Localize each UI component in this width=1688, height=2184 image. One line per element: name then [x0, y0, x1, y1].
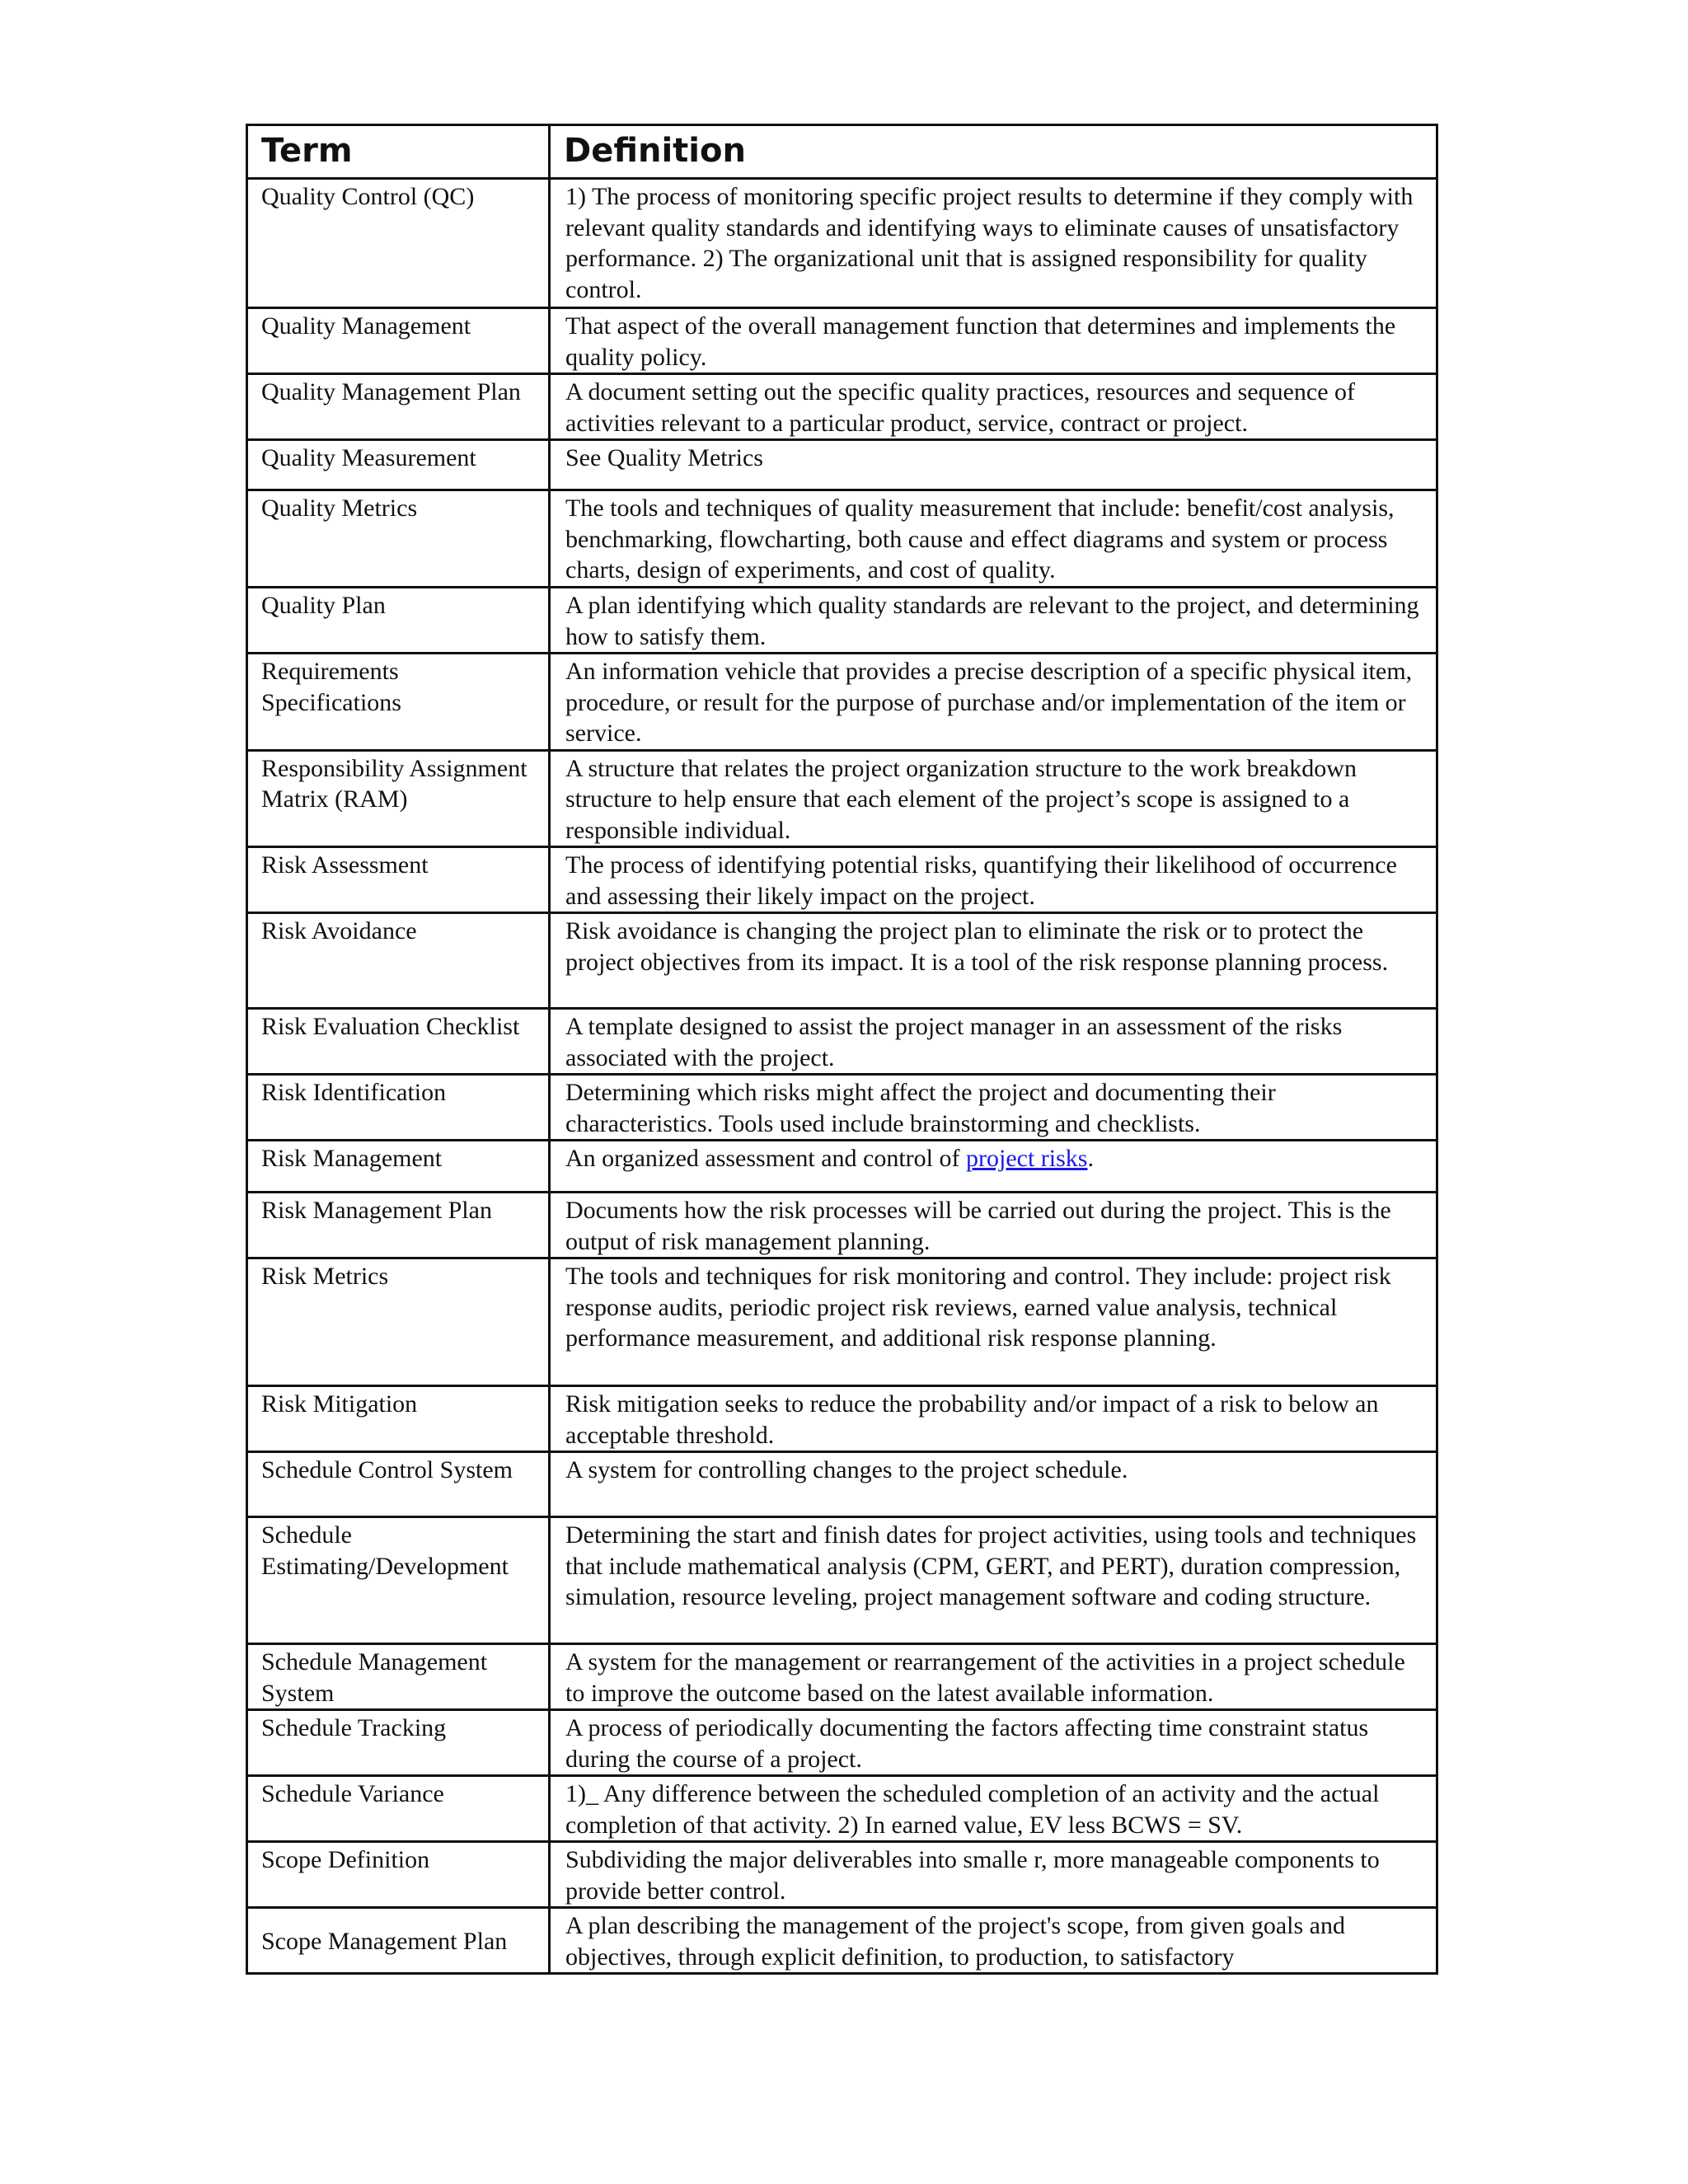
term-cell: Responsibility Assignment Matrix (RAM): [247, 750, 550, 847]
definition-cell: Documents how the risk processes will be carried out during the project. This is the output of risk management planning.: [550, 1193, 1437, 1258]
definition-cell: Risk mitigation seeks to reduce the probability and/or impact of a risk to below an acceptable threshold.: [550, 1386, 1437, 1452]
table-row: [247, 1009, 1437, 1075]
definition-cell: Subdividing the major deliverables into smalle r, more manageable components to provide better control.: [550, 1842, 1437, 1908]
definition-cell: Determining the start and finish dates for project activities, using tools and techniques that include mathematical analysis (CPM, GERT, and PERT), duration compression, simulation, resource leveling, project management software and coding structure.: [550, 1517, 1437, 1644]
table-row: [247, 1141, 1437, 1193]
definition-cell: That aspect of the overall management function that determines and implements the quality policy.: [550, 308, 1437, 374]
table-row: [247, 750, 1437, 847]
definition-cell: [550, 1141, 1437, 1193]
term-cell: Quality Control (QC): [247, 179, 550, 308]
term-cell: Risk Assessment: [247, 847, 550, 913]
definition-cell: The process of identifying potential risks, quantifying their likelihood of occurrence and assessing their likely impact on the project.: [550, 847, 1437, 913]
column-header-term: Term: [247, 125, 550, 179]
term-cell: Schedule Variance: [247, 1776, 550, 1842]
term-cell: Quality Management: [247, 308, 550, 374]
definition-cell: A process of periodically documenting the factors affecting time constraint status during the course of a project.: [550, 1710, 1437, 1776]
term-cell: Risk Identification: [247, 1075, 550, 1141]
term-cell: Scope Management Plan: [247, 1908, 550, 1974]
term-cell: Quality Metrics: [247, 490, 550, 588]
table-row: [247, 913, 1437, 1009]
definition-cell: A system for the management or rearrangement of the activities in a project schedule to improve the outcome based on the latest available information.: [550, 1644, 1437, 1710]
table-row: [247, 490, 1437, 588]
table-row: [247, 1908, 1437, 1974]
definition-cell: Determining which risks might affect the project and documenting their characteristics. Tools used include brainstorming and checklists.: [550, 1075, 1437, 1141]
table-row: [247, 440, 1437, 490]
definition-cell: A system for controlling changes to the project schedule.: [550, 1452, 1437, 1517]
definition-cell: 1)_ Any difference between the scheduled completion of an activity and the actual completion of that activity. 2) In earned value, EV less BCWS = SV.: [550, 1776, 1437, 1842]
table-row: [247, 1776, 1437, 1842]
definition-cell: An information vehicle that provides a precise description of a specific physical item, procedure, or result for the purpose of purchase and/or implementation of the item or service.: [550, 654, 1437, 751]
term-cell: Quality Management Plan: [247, 374, 550, 440]
table-row: [247, 847, 1437, 913]
table-row: [247, 374, 1437, 440]
definition-cell: Risk avoidance is changing the project plan to eliminate the risk or to protect the project objectives from its impact. It is a tool of the risk response planning process.: [550, 913, 1437, 1009]
term-cell: Risk Mitigation: [247, 1386, 550, 1452]
table-row: [247, 588, 1437, 654]
table-row: [247, 1644, 1437, 1710]
definition-text: An organized assessment and control of: [565, 1145, 966, 1172]
definition-suffix: .: [1087, 1145, 1094, 1172]
table-row: [247, 1517, 1437, 1644]
table-row: [247, 1452, 1437, 1517]
definition-cell: The tools and techniques of quality measurement that include: benefit/cost analysis, benchmarking, flowcharting, both cause and effect diagrams and system or process charts, design of experiments, and cost of quality.: [550, 490, 1437, 588]
definition-cell: 1) The process of monitoring specific project results to determine if they comply with relevant quality standards and identifying ways to eliminate causes of unsatisfactory performance. 2) The organizational unit that is assigned responsibility for quality control.: [550, 179, 1437, 308]
term-cell: Risk Metrics: [247, 1258, 550, 1386]
table-row: [247, 1842, 1437, 1908]
table-row: [247, 308, 1437, 374]
table-row: [247, 1386, 1437, 1452]
term-cell: Scope Definition: [247, 1842, 550, 1908]
definition-cell: The tools and techniques for risk monitoring and control. They include: project risk response audits, periodic project risk reviews, earned value analysis, technical performance measurement, and additional risk response planning.: [550, 1258, 1437, 1386]
term-cell: Schedule Estimating/Development: [247, 1517, 550, 1644]
table-row: [247, 1710, 1437, 1776]
column-header-definition: Definition: [550, 125, 1437, 179]
glossary-table: [246, 124, 1438, 1975]
term-cell: Risk Evaluation Checklist: [247, 1009, 550, 1075]
term-cell: Schedule Tracking: [247, 1710, 550, 1776]
term-cell: Risk Management: [247, 1141, 550, 1193]
header-row: [247, 125, 1437, 179]
term-cell: Quality Plan: [247, 588, 550, 654]
term-cell: Quality Measurement: [247, 440, 550, 490]
term-cell: Requirements Specifications: [247, 654, 550, 751]
table-row: [247, 1193, 1437, 1258]
table-row: [247, 1075, 1437, 1141]
definition-cell: A plan identifying which quality standards are relevant to the project, and determining how to satisfy them.: [550, 588, 1437, 654]
project-risks-link[interactable]: project risks: [966, 1145, 1088, 1172]
definition-cell: A document setting out the specific quality practices, resources and sequence of activities relevant to a particular product, service, contract or project.: [550, 374, 1437, 440]
definition-cell: A plan describing the management of the project's scope, from given goals and objectives, through explicit definition, to production, to satisfactory: [550, 1908, 1437, 1974]
table-row: [247, 1258, 1437, 1386]
term-cell: Risk Management Plan: [247, 1193, 550, 1258]
definition-cell: See Quality Metrics: [550, 440, 1437, 490]
term-cell: Risk Avoidance: [247, 913, 550, 1009]
table-row: [247, 654, 1437, 751]
term-cell: Schedule Management System: [247, 1644, 550, 1710]
table-row: [247, 179, 1437, 308]
definition-cell: A structure that relates the project organization structure to the work breakdown structure to help ensure that each element of the project’s scope is assigned to a responsible individual.: [550, 750, 1437, 847]
definition-cell: A template designed to assist the project manager in an assessment of the risks associated with the project.: [550, 1009, 1437, 1075]
term-cell: Schedule Control System: [247, 1452, 550, 1517]
